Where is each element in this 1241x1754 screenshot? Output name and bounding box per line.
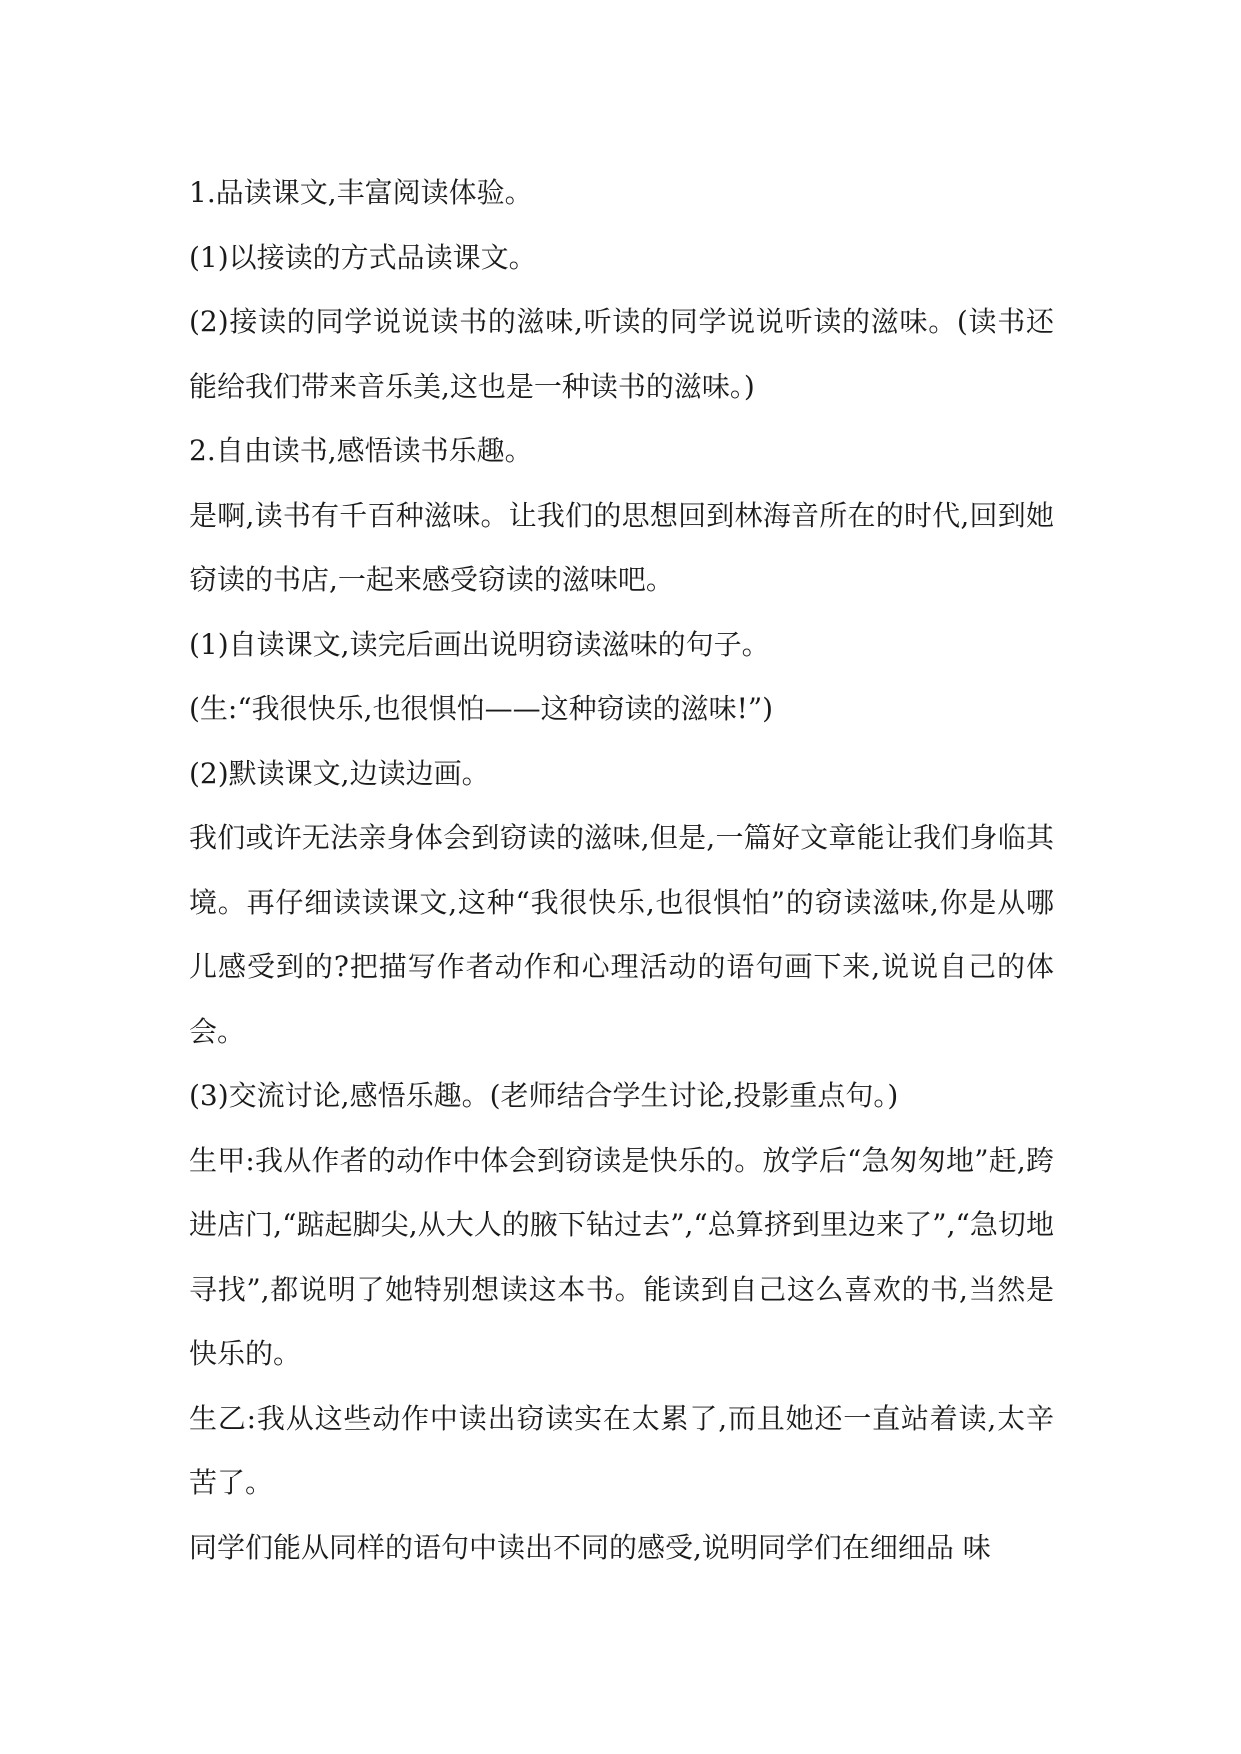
paragraph-8: (2)默读课文,边读边画。 (189, 756, 490, 790)
paragraph-3: (2)接读的同学说说读书的滋味,听读的同学说说听读的滋味。(读书还能给我们带来音乐美,这也是一种读书的滋味。) (189, 305, 1054, 403)
paragraph-1: 1.品读课文,丰富阅读体验。 (189, 176, 533, 209)
document-body (189, 161, 1054, 1580)
paragraph-9: 我们或许无法亲身体会到窃读的滋味,但是,一篇好文章能让我们身临其境。再仔细读读课文,这种“我很快乐,也很惧怕”的窃读滋味,你是从哪儿感受到的?把描写作者动作和心理活动的语句画下来,说说自己的体会。 (189, 821, 1054, 1048)
paragraph-2: (1)以接读的方式品读课文。 (189, 240, 537, 274)
paragraph-12: 生乙:我从这些动作中读出窃读实在太累了,而且她还一直站着读,太辛苦了。 (189, 1401, 1054, 1499)
paragraph-11: 生甲:我从作者的动作中体会到窃读是快乐的。放学后“急匆匆地”赶,跨进店门,“踮起脚尖,从大人的腋下钻过去”,“总算挤到里边来了”,“急切地寻找”,都说明了她特别想读这本书。能读到自己这么喜欢的书,当然是快乐的。 (189, 1143, 1054, 1370)
paragraph-6: (1)自读课文,读完后画出说明窃读滋味的句子。 (189, 627, 770, 661)
paragraph-4: 2.自由读书,感悟读书乐趣。 (189, 434, 533, 467)
paragraph-7: (生:“我很快乐,也很惧怕——这种窃读的滋味!”) (189, 692, 774, 725)
paragraph-5: 是啊,读书有千百种滋味。让我们的思想回到林海音所在的时代,回到她窃读的书店,一起来感受窃读的滋味吧。 (189, 498, 1054, 596)
paragraph-10: (3)交流讨论,感悟乐趣。(老师结合学生讨论,投影重点句。) (189, 1079, 899, 1112)
paragraph-13: 同学们能从同样的语句中读出不同的感受,说明同学们在细细品 味 (189, 1530, 991, 1564)
